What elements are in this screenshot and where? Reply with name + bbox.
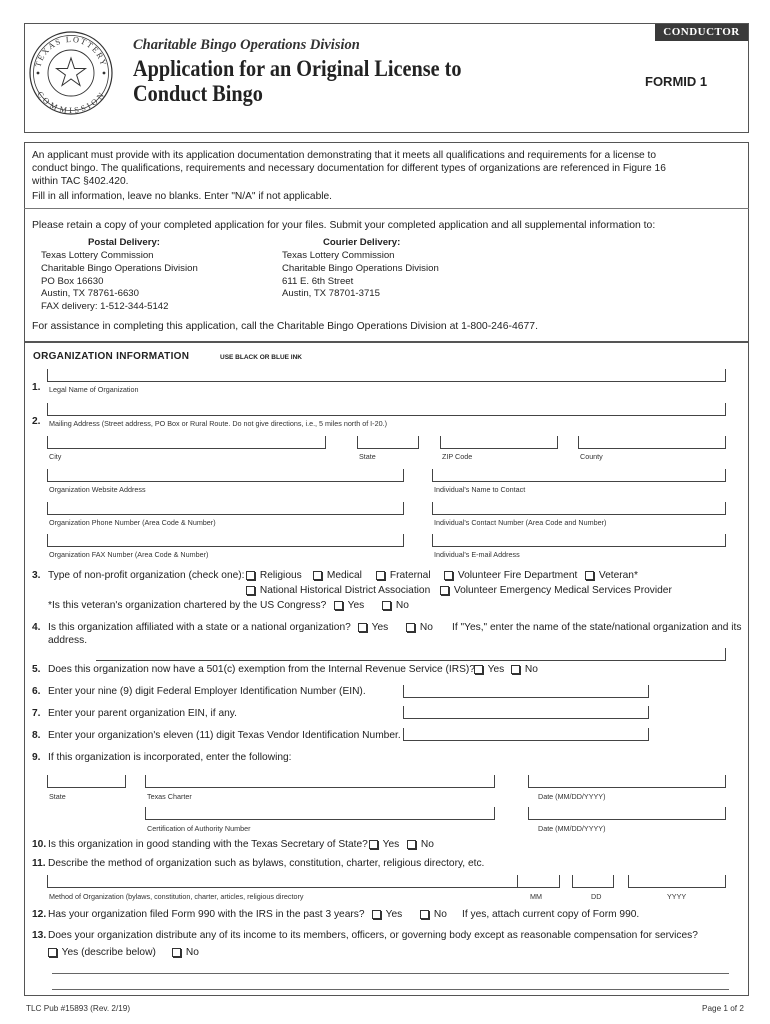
q3-veteran-question: *Is this veteran's organization chartered by the US Congress? <box>48 600 327 611</box>
q13-no[interactable] <box>172 947 199 958</box>
q12-if-yes: If yes, attach current copy of Form 990. <box>462 909 640 920</box>
submit-instructions: Please retain a copy of your completed application for your files. Submit your completed application and all supplemental information to: <box>32 220 656 231</box>
q11-field-tick <box>572 875 573 887</box>
option-label: No <box>395 600 409 611</box>
q9-state-field[interactable] <box>47 787 126 788</box>
checkbox[interactable] <box>440 586 449 595</box>
q4-text: Is this organization affiliated with a state or a national organization? <box>48 622 351 633</box>
option-historical-district[interactable] <box>246 585 430 596</box>
q1-number: 1. <box>32 382 41 393</box>
checkbox[interactable] <box>246 571 255 580</box>
option-fraternal[interactable] <box>376 570 431 581</box>
option-label: Yes <box>382 839 400 850</box>
q4-field-tick <box>725 648 726 660</box>
courier-line: Texas Lottery Commission <box>282 250 395 261</box>
assistance-line: For assistance in completing this application, call the Charitable Bingo Operations Division at 1-800-246-4677. <box>32 321 538 332</box>
state-field[interactable] <box>357 448 419 449</box>
checkbox[interactable] <box>246 586 255 595</box>
fax-field-tick <box>403 534 404 546</box>
q11-text: Describe the method of organization such as bylaws, constitution, charter, religious directory, etc. <box>48 858 485 869</box>
q8-field-tick <box>648 728 649 740</box>
q6-ein-field[interactable] <box>403 697 649 698</box>
q8-text: Enter your organization's eleven (11) digit Texas Vendor Identification Number. <box>48 730 401 741</box>
email-field[interactable] <box>432 546 726 547</box>
q13-describe-line2[interactable] <box>52 989 729 990</box>
q11-field-tick <box>47 875 48 887</box>
intro-line4: Fill in all information, leave no blanks. Enter "N/A" if not applicable. <box>32 191 332 202</box>
q10-no[interactable] <box>407 839 434 850</box>
option-label: Yes <box>487 664 505 675</box>
intro-divider <box>24 208 749 209</box>
q10-number: 10. <box>32 839 47 850</box>
q9-charter-label: Texas Charter <box>147 792 192 801</box>
q9-field-tick <box>125 775 126 787</box>
contact-phone-field-tick <box>725 502 726 514</box>
seal-text-top: TEXAS LOTTERY <box>33 34 109 69</box>
checkbox[interactable] <box>48 948 57 957</box>
q4-org-name-field[interactable] <box>96 660 726 661</box>
contact-phone-field[interactable] <box>432 514 726 515</box>
q11-yyyy-field[interactable] <box>628 887 726 888</box>
q2-field-tick <box>725 403 726 415</box>
q6-number: 6. <box>32 686 41 697</box>
option-volunteer-fire[interactable] <box>444 570 577 581</box>
seal-text-bottom: COMMISSION <box>35 89 107 116</box>
checkbox[interactable] <box>369 840 378 849</box>
q3-text: Type of non-profit organization (check one): <box>48 570 245 581</box>
option-veteran[interactable] <box>585 570 638 581</box>
q3-vet-no[interactable] <box>382 600 409 611</box>
checkbox[interactable] <box>376 571 385 580</box>
option-label: No <box>433 909 447 920</box>
q11-field-tick <box>725 875 726 887</box>
q9-field-tick <box>725 807 726 819</box>
q9-number: 9. <box>32 752 41 763</box>
org-info-heading: ORGANIZATION INFORMATION <box>33 351 190 362</box>
fax-label: Organization FAX Number (Area Code & Number) <box>49 550 209 559</box>
q3-number: 3. <box>32 570 41 581</box>
state-field-tick <box>357 436 358 448</box>
zip-label: ZIP Code <box>442 452 473 461</box>
q11-yyyy-label: YYYY <box>667 892 687 901</box>
postal-line: Texas Lottery Commission <box>41 250 154 261</box>
option-label: Fraternal <box>389 570 431 581</box>
checkbox[interactable] <box>406 623 415 632</box>
postal-address <box>41 250 198 314</box>
phone-field-tick <box>403 502 404 514</box>
checkbox[interactable] <box>420 910 429 919</box>
q2-field-tick <box>47 403 48 415</box>
contact-name-label: Individual's Name to Contact <box>434 485 526 494</box>
county-field-tick <box>725 436 726 448</box>
q2-number: 2. <box>32 416 41 427</box>
state-field-tick <box>418 436 419 448</box>
contact-name-field-tick <box>725 469 726 481</box>
q7-field-tick <box>648 706 649 718</box>
q11-mm-label: MM <box>530 892 542 901</box>
state-label: State <box>359 452 376 461</box>
option-label: Volunteer Emergency Medical Services Provider <box>453 585 672 596</box>
q12-yes[interactable] <box>372 909 402 920</box>
texas-lottery-seal <box>28 30 114 116</box>
q9-state-label: State <box>49 792 66 801</box>
q9-date2-field[interactable] <box>528 819 726 820</box>
q9-field-tick <box>725 775 726 787</box>
q4-yes[interactable] <box>358 622 388 633</box>
q11-field-tick <box>559 875 560 887</box>
q5-yes[interactable] <box>474 664 504 675</box>
county-label: County <box>580 452 603 461</box>
q5-text: Does this organization now have a 501(c) exemption from the Internal Revenue Service (IRS)? <box>48 664 475 675</box>
q9-field-tick <box>528 775 529 787</box>
phone-field-tick <box>47 502 48 514</box>
checkbox[interactable] <box>407 840 416 849</box>
option-label: Medical <box>326 570 362 581</box>
option-label: No <box>185 947 199 958</box>
postal-line: Charitable Bingo Operations Division <box>41 262 198 274</box>
checkbox[interactable] <box>313 571 322 580</box>
fax-field-tick <box>47 534 48 546</box>
q9-field-tick <box>528 807 529 819</box>
q9-date-field[interactable] <box>528 787 726 788</box>
contact-phone-field-tick <box>432 502 433 514</box>
q10-text: Is this organization in good standing with the Texas Secretary of State? <box>48 839 368 850</box>
q13-describe-line1[interactable] <box>52 973 729 974</box>
postal-delivery-title: Postal Delivery: <box>88 237 160 248</box>
option-label: No <box>524 664 538 675</box>
q4-cont: address. <box>48 635 88 646</box>
postal-line: PO Box 16630 <box>41 275 104 287</box>
q2-label: Mailing Address (Street address, PO Box or Rural Route. Do not give directions, i.e., 5 miles north of I-20.) <box>49 419 387 428</box>
q9-field-tick <box>145 807 146 819</box>
q8-vendor-id-field[interactable] <box>403 740 649 741</box>
option-label: Religious <box>259 570 302 581</box>
city-label: City <box>49 452 62 461</box>
postal-line: Austin, TX 78761-6630 <box>41 288 139 300</box>
q13-text: Does your organization distribute any of its income to its members, officers, or governing body except as reasonable compensation for services? <box>48 930 698 941</box>
q13-yes[interactable] <box>48 947 156 958</box>
q11-field-tick <box>613 875 614 887</box>
contact-name-field-tick <box>432 469 433 481</box>
q2-field[interactable] <box>47 415 726 416</box>
option-label: Yes <box>371 622 389 633</box>
option-label: Yes (describe below) <box>61 947 156 958</box>
q1-label: Legal Name of Organization <box>49 385 139 394</box>
form-title-line2: Conduct Bingo <box>133 81 263 106</box>
option-label: Yes <box>347 600 365 611</box>
checkbox[interactable] <box>372 910 381 919</box>
email-label: Individual's E-mail Address <box>434 550 520 559</box>
checkbox[interactable] <box>382 601 391 610</box>
city-field-tick <box>47 436 48 448</box>
ink-note: USE BLACK OR BLUE INK <box>220 354 302 361</box>
footer-page: Page 1 of 2 <box>702 1004 744 1013</box>
courier-line: Austin, TX 78701-3715 <box>282 288 380 300</box>
q6-text: Enter your nine (9) digit Federal Employer Identification Number (EIN). <box>48 686 366 697</box>
q12-text: Has your organization filed Form 990 with the IRS in the past 3 years? <box>48 909 365 920</box>
courier-line: 611 E. 6th Street <box>282 275 354 287</box>
q11-dd-label: DD <box>591 892 602 901</box>
q9-cert-field[interactable] <box>145 819 495 820</box>
email-field-tick <box>432 534 433 546</box>
q1-field[interactable] <box>47 381 726 382</box>
footer-pub: TLC Pub #15893 (Rev. 2/19) <box>26 1004 131 1013</box>
option-label: Veteran* <box>598 570 638 581</box>
checkbox[interactable] <box>585 571 594 580</box>
q5-number: 5. <box>32 664 41 675</box>
zip-field-tick <box>440 436 441 448</box>
conductor-badge: CONDUCTOR <box>655 24 748 41</box>
city-field[interactable] <box>47 448 326 449</box>
option-label: Volunteer Fire Department <box>457 570 578 581</box>
q9-charter-field[interactable] <box>145 787 495 788</box>
q7-number: 7. <box>32 708 41 719</box>
county-field[interactable] <box>578 448 726 449</box>
website-label: Organization Website Address <box>49 485 146 494</box>
q11-method-field[interactable] <box>47 887 518 888</box>
form-id: FORMID 1 <box>645 74 708 89</box>
fax-field[interactable] <box>47 546 404 547</box>
q10-yes[interactable] <box>369 839 399 850</box>
q8-field-tick <box>403 728 404 740</box>
q8-number: 8. <box>32 730 41 741</box>
q12-number: 12. <box>32 909 47 920</box>
website-field-tick <box>47 469 48 481</box>
phone-label: Organization Phone Number (Area Code & Number) <box>49 518 216 527</box>
q11-field-tick <box>517 875 518 887</box>
q11-method-label: Method of Organization (bylaws, constitution, charter, articles, religious directory <box>49 892 304 901</box>
county-field-tick <box>578 436 579 448</box>
q9-field-tick <box>494 775 495 787</box>
q1-field-tick <box>725 369 726 381</box>
phone-field[interactable] <box>47 514 404 515</box>
svg-text:COMMISSION <box>35 90 107 115</box>
option-label: National Historical District Association <box>259 585 431 596</box>
intro-line1: An applicant must provide with its application documentation demonstrating that it meets all qualifications and requirements for a license to <box>32 150 657 161</box>
checkbox[interactable] <box>358 623 367 632</box>
zip-field[interactable] <box>440 448 558 449</box>
q5-no[interactable] <box>511 664 538 675</box>
option-religious[interactable] <box>246 570 302 581</box>
option-label: No <box>420 839 434 850</box>
option-medical[interactable] <box>313 570 362 581</box>
q7-text: Enter your parent organization EIN, if any. <box>48 708 237 719</box>
q9-date-label: Date (MM/DD/YYYY) <box>538 792 606 801</box>
checkbox[interactable] <box>172 948 181 957</box>
option-label: Yes <box>385 909 403 920</box>
q4-no[interactable] <box>406 622 433 633</box>
q1-field-tick <box>47 369 48 381</box>
q11-number: 11. <box>32 858 46 869</box>
q9-text: If this organization is incorporated, enter the following: <box>48 752 292 763</box>
intro-line3: within TAC §402.420. <box>32 176 129 187</box>
option-label: No <box>419 622 433 633</box>
zip-field-tick <box>557 436 558 448</box>
q9-field-tick <box>145 775 146 787</box>
website-field-tick <box>403 469 404 481</box>
checkbox[interactable] <box>474 665 483 674</box>
contact-phone-label: Individual's Contact Number (Area Code and Number) <box>434 518 607 527</box>
q9-date2-label: Date (MM/DD/YYYY) <box>538 824 606 833</box>
q4-if-yes: If "Yes," enter the name of the state/national organization and its <box>452 622 742 633</box>
contact-name-field[interactable] <box>432 481 726 482</box>
checkbox[interactable] <box>334 601 343 610</box>
q11-mm-field[interactable] <box>518 887 560 888</box>
q12-no[interactable] <box>420 909 447 920</box>
email-field-tick <box>725 534 726 546</box>
postal-line: FAX delivery: 1-512-344-5142 <box>41 301 169 313</box>
form-title-line1: Application for an Original License to <box>133 56 462 81</box>
q7-field-tick <box>403 706 404 718</box>
q4-number: 4. <box>32 622 41 633</box>
option-emergency-medical[interactable] <box>440 585 672 596</box>
checkbox[interactable] <box>511 665 520 674</box>
q3-vet-yes[interactable] <box>334 600 364 611</box>
q7-parent-ein-field[interactable] <box>403 718 649 719</box>
q11-field-tick <box>628 875 629 887</box>
courier-line: Charitable Bingo Operations Division <box>282 262 439 274</box>
q9-cert-label: Certification of Authority Number <box>147 824 251 833</box>
courier-delivery-title: Courier Delivery: <box>323 237 401 248</box>
division-name: Charitable Bingo Operations Division <box>133 37 360 53</box>
svg-text:TEXAS LOTTERY <box>34 35 109 68</box>
q11-dd-field[interactable] <box>572 887 614 888</box>
intro-line2: conduct bingo. The qualifications, requirements and necessary documentation for different types of organizations are referenced in Figure 16 <box>32 163 666 174</box>
q9-field-tick <box>47 775 48 787</box>
q13-number: 13. <box>32 930 47 941</box>
checkbox[interactable] <box>444 571 453 580</box>
q6-field-tick <box>403 685 404 697</box>
courier-address <box>282 250 439 301</box>
website-field[interactable] <box>47 481 404 482</box>
city-field-tick <box>325 436 326 448</box>
q6-field-tick <box>648 685 649 697</box>
q9-field-tick <box>494 807 495 819</box>
